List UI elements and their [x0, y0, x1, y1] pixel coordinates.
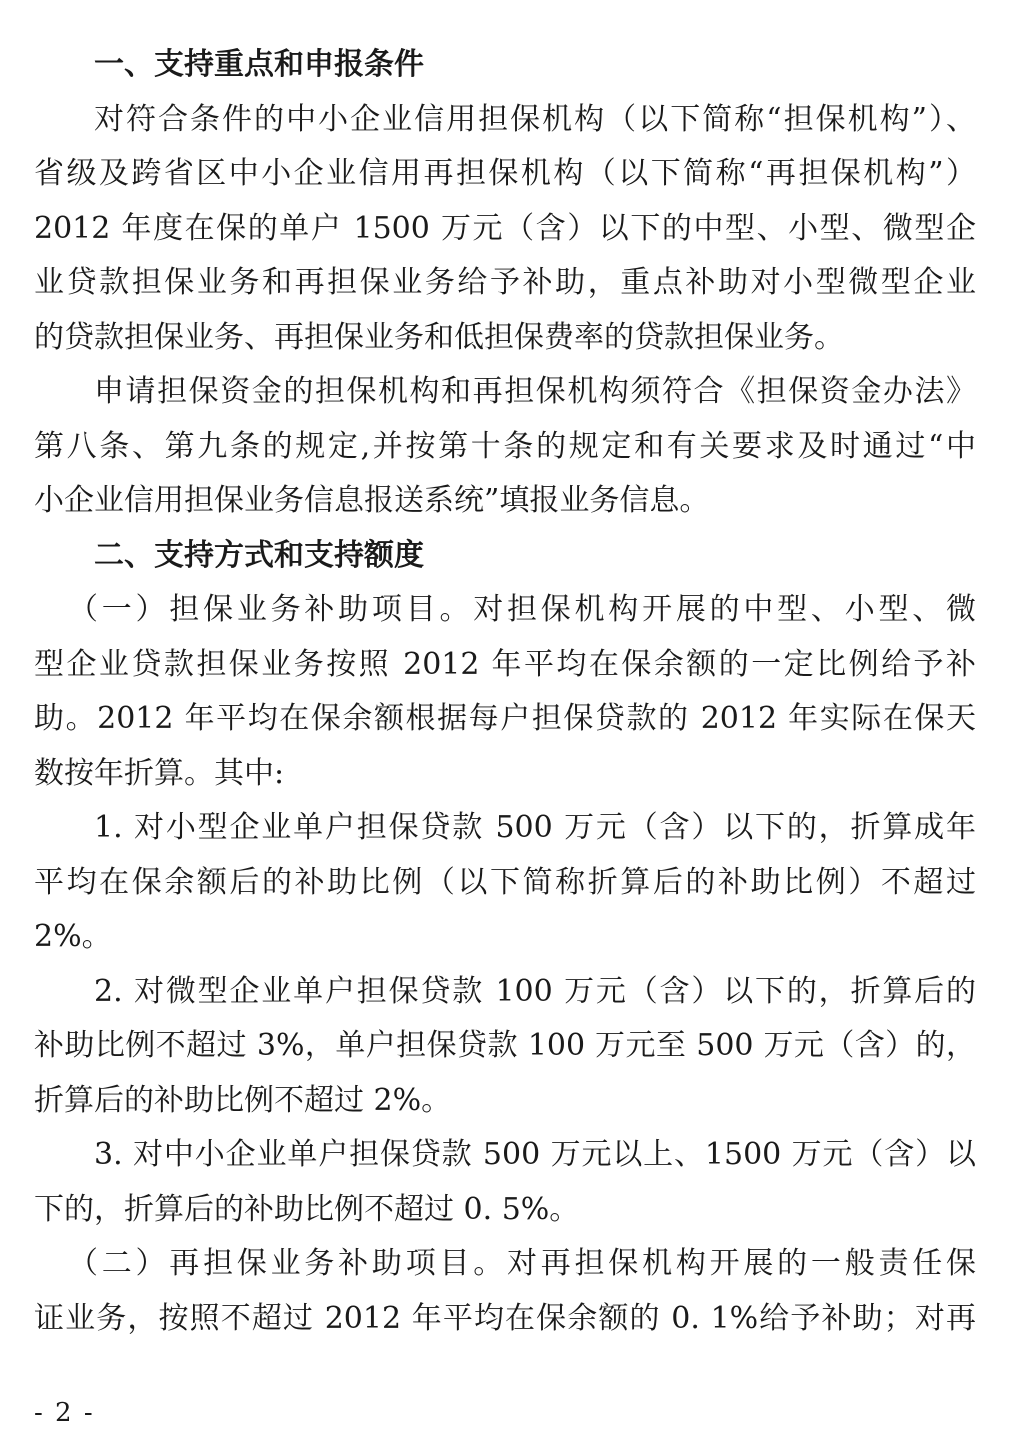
paragraph-line: 证业务，按照不超过 2012 年平均在保余额的 0. 1%给予补助；对再: [34, 1300, 976, 1336]
document-body: [34, 38, 976, 1346]
paragraph-line: 2012 年度在保的单户 1500 万元（含）以下的中型、小型、微型企: [34, 210, 976, 246]
list-item-line: 3. 对中小企业单户担保贷款 500 万元以上、1500 万元（含）以: [94, 1137, 976, 1172]
paragraph-line: （二）再担保业务补助项目。对再担保机构开展的一般责任保: [68, 1246, 976, 1281]
paragraph-line: 申请担保资金的担保机构和再担保机构须符合《担保资金办法》: [94, 374, 976, 409]
paragraph-line: 的贷款担保业务、再担保业务和低担保费率的贷款担保业务。: [34, 319, 844, 355]
list-item-line: 补助比例不超过 3%，单户担保贷款 100 万元至 500 万元（含）的，: [34, 1028, 976, 1063]
paragraph-line: 业贷款担保业务和再担保业务给予补助，重点补助对小型微型企业: [34, 265, 976, 300]
paragraph-line: 型企业贷款担保业务按照 2012 年平均在保余额的一定比例给予补: [34, 646, 976, 682]
paragraph-line: 小企业信用担保业务信息报送系统”填报业务信息。: [34, 483, 710, 518]
section-heading-1: 一、支持重点和申报条件: [94, 47, 424, 82]
list-item-line: 2. 对微型企业单户担保贷款 100 万元（含）以下的，折算后的: [94, 973, 976, 1009]
section-heading-2: 二、支持方式和支持额度: [94, 537, 424, 573]
list-item-line: 2%。: [34, 919, 112, 954]
page-number: - 2 -: [34, 1398, 95, 1428]
list-item-line: 1. 对小型企业单户担保贷款 500 万元（含）以下的，折算成年: [94, 810, 976, 845]
paragraph-line: （一）担保业务补助项目。对担保机构开展的中型、小型、微: [68, 592, 976, 627]
paragraph-line: 助。2012 年平均在保余额根据每户担保贷款的 2012 年实际在保天: [34, 701, 976, 736]
list-item-line: 下的，折算后的补助比例不超过 0. 5%。: [34, 1191, 580, 1227]
list-item-line: 平均在保余额后的补助比例（以下简称折算后的补助比例）不超过: [34, 864, 976, 900]
paragraph-line: 数按年折算。其中:: [34, 755, 285, 791]
paragraph-line: 对符合条件的中小企业信用担保机构（以下简称“担保机构”）、: [94, 101, 976, 137]
paragraph-line: 第八条、第九条的规定,并按第十条的规定和有关要求及时通过“中: [34, 428, 976, 464]
list-item-line: 折算后的补助比例不超过 2%。: [34, 1082, 452, 1118]
paragraph-line: 省级及跨省区中小企业信用再担保机构（以下简称“再担保机构”）: [34, 156, 976, 191]
